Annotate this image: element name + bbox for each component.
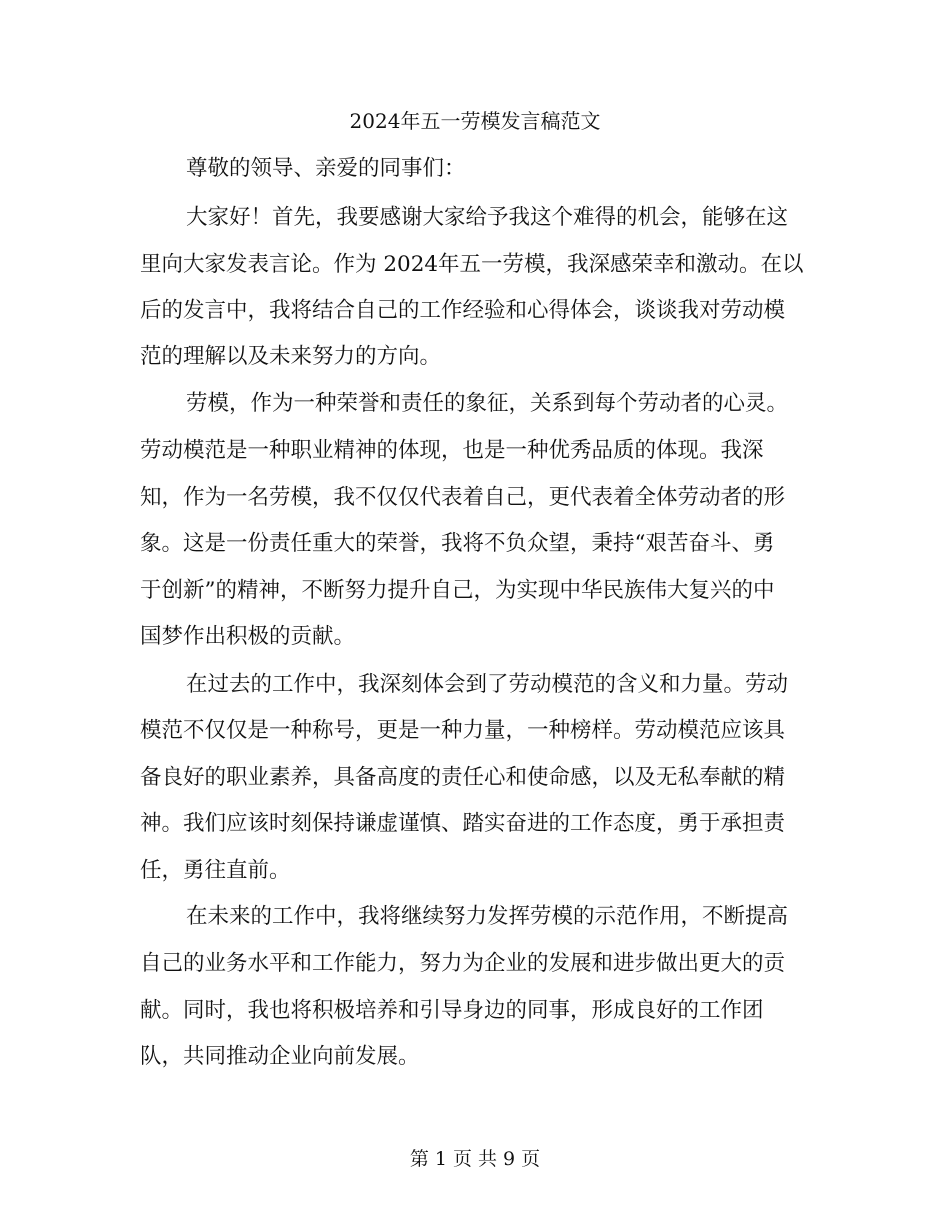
paragraph-3-line-3: 备良好的职业素养，具备高度的责任心和使命感，以及无私奉献的精 bbox=[140, 765, 786, 790]
paragraph-2-line-1: 劳模，作为一种荣誉和责任的象征，关系到每个劳动者的心灵。 bbox=[186, 391, 789, 416]
paragraph-2-line-6: 国梦作出积极的贡献。 bbox=[140, 624, 356, 649]
paragraph-4-line-1: 在未来的工作中，我将继续努力发挥劳模的示范作用，不断提高 bbox=[186, 904, 789, 929]
paragraph-3-line-1: 在过去的工作中，我深刻体会到了劳动模范的含义和力量。劳动 bbox=[186, 672, 789, 697]
paragraph-1-line-1: 大家好！首先，我要感谢大家给予我这个难得的机会，能够在这 bbox=[186, 205, 789, 230]
paragraph-2-line-3: 知，作为一名劳模，我不仅仅代表着自己，更代表着全体劳动者的形 bbox=[140, 485, 786, 510]
paragraph-4-line-4: 队，共同推动企业向前发展。 bbox=[140, 1044, 420, 1069]
document-title: 2024年五一劳模发言稿范文 bbox=[349, 109, 601, 133]
paragraph-2-line-2: 劳动模范是一种职业精神的体现，也是一种优秀品质的体现。我深 bbox=[140, 438, 764, 463]
paragraph-3-line-5: 任，勇往直前。 bbox=[140, 858, 291, 883]
paragraph-1-line-4: 范的理解以及未来努力的方向。 bbox=[140, 344, 442, 369]
paragraph-1-line-3: 后的发言中，我将结合自己的工作经验和心得体会，谈谈我对劳动模 bbox=[140, 298, 786, 323]
salutation-line: 尊敬的领导、亲爱的同事们： bbox=[186, 156, 466, 181]
paragraph-2-line-4: 象。这是一份责任重大的荣誉，我将不负众望，秉持“艰苦奋斗、勇 bbox=[140, 531, 775, 556]
paragraph-3-line-4: 神。我们应该时刻保持谦虚谨慎、踏实奋进的工作态度，勇于承担责 bbox=[140, 811, 786, 836]
paragraph-4-line-2: 自己的业务水平和工作能力，努力为企业的发展和进步做出更大的贡 bbox=[140, 951, 786, 976]
paragraph-2-line-5: 于创新”的精神，不断努力提升自己，为实现中华民族伟大复兴的中 bbox=[140, 578, 775, 603]
paragraph-4-line-3: 献。同时，我也将积极培养和引导身边的同事，形成良好的工作团 bbox=[140, 998, 764, 1023]
paragraph-3-line-2: 模范不仅仅是一种称号，更是一种力量，一种榜样。劳动模范应该具 bbox=[140, 718, 786, 743]
page-number-footer: 第 1 页 共 9 页 bbox=[409, 1148, 541, 1170]
paragraph-1-line-2: 里向大家发表言论。作为 2024年五一劳模，我深感荣幸和激动。在以 bbox=[140, 252, 804, 277]
